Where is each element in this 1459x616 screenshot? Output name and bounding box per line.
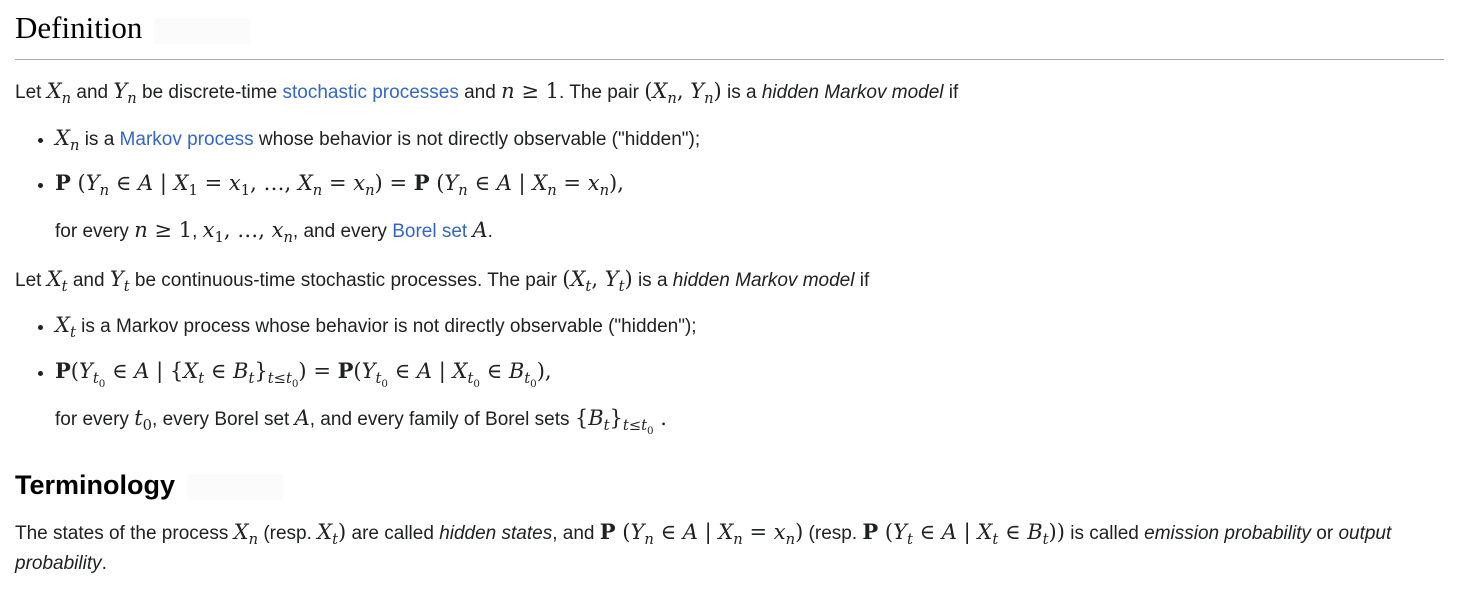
math-formula: A bbox=[294, 405, 310, 430]
list-item-text: $X_t$ is a Markov process whose behavior is not directly observable ("hidden"); bbox=[55, 313, 697, 342]
list-item-markov-hidden bbox=[55, 122, 1444, 155]
discrete-conditions-list bbox=[15, 122, 1444, 247]
math-formula: $P(Y_{t_0}$ ∈ A | {$X_t$ ∈ $B_t\}_{t\le t_0}) = P(Y_{t_0}$ ∈ A | $X_{t_0}$ ∈ $B_{t_0}$), bbox=[55, 357, 552, 390]
section-heading-terminology bbox=[15, 470, 1444, 501]
section-heading-terminology-text: Terminology bbox=[15, 470, 176, 501]
math-formula: P ($Y_t$ ∈ A | $X_t$ ∈ $B_t$)) bbox=[862, 519, 1065, 549]
continuous-conditions-list bbox=[15, 309, 1444, 437]
math-formula: ($X_t$, $Y_t$) bbox=[562, 266, 633, 295]
math-formula: $\{B_t\}_{t\le t_0}$ . bbox=[574, 405, 667, 437]
math-formula: $X_t$ bbox=[55, 313, 76, 342]
emphasized-term: hidden Markov model bbox=[672, 269, 855, 291]
wiki-link[interactable]: stochastic processes bbox=[282, 82, 459, 103]
paragraph-discrete-intro: Let $X_n$ and $Y_n$ be discrete-time stochastic processes and n ≥ 1. The pair ($X_n$, $Y_n$) is a hidden Markov model if bbox=[15, 79, 959, 108]
math-formula: $Y_t$ bbox=[109, 266, 130, 295]
math-formula: P ($Y_n$ ∈ A | $X_1 = x_1$, …, $X_n = x_n) = P$ ($Y_n$ ∈ A | $X_n = x_n$), bbox=[55, 170, 624, 200]
formula-continuous-condition-text: for every $t_0$, every Borel set A, and every family of Borel sets $\{B_t\}_{t\le t_0}$ . bbox=[55, 405, 667, 437]
math-formula: A bbox=[472, 217, 488, 242]
wiki-link[interactable]: Borel set bbox=[392, 220, 468, 242]
edit-link-placeholder bbox=[187, 474, 283, 500]
math-formula: $X_n$ bbox=[46, 79, 72, 108]
paragraph-terminology: The states of the process $X_n$ (resp. $X_t$) are called hidden states, and P ($Y_n$ ∈ A | $X_n = x_n$) (resp. P ($Y_t$ ∈ A | $X_t$ ∈ $B_t$)) is called emission probability or output probability. bbox=[15, 519, 1392, 574]
list-item-probability-condition bbox=[55, 163, 1444, 246]
math-formula: $Y_n$ bbox=[113, 79, 137, 108]
section-heading-definition bbox=[15, 8, 1444, 60]
math-formula: n ≥ 1 bbox=[134, 217, 193, 242]
edit-link-placeholder bbox=[154, 18, 250, 44]
emphasized-term: output probability bbox=[15, 523, 1392, 574]
list-item-probability-condition-continuous bbox=[55, 351, 1444, 437]
math-formula: $X_n$ bbox=[233, 520, 259, 549]
wiki-link[interactable]: Markov process bbox=[119, 128, 254, 150]
math-formula: $t_0$ bbox=[134, 405, 153, 434]
emphasized-term: hidden states bbox=[439, 523, 553, 545]
emphasized-term: hidden Markov model bbox=[761, 82, 944, 103]
math-formula: $x_1$, …, $x_n$ bbox=[202, 217, 293, 247]
list-item-markov-hidden-continuous bbox=[55, 309, 1444, 342]
section-heading-definition-text: Definition bbox=[15, 10, 143, 45]
emphasized-term: emission probability bbox=[1144, 523, 1311, 545]
formula-continuous bbox=[55, 351, 1444, 392]
math-formula: $X_t$) bbox=[317, 520, 347, 549]
math-formula: $X_n$ bbox=[55, 125, 80, 154]
math-formula: $X_t$ bbox=[46, 266, 68, 295]
formula-discrete bbox=[55, 163, 1444, 204]
list-item-text: $X_n$ is a Markov process whose behavior is not directly observable ("hidden"); bbox=[55, 125, 701, 154]
math-formula: n ≥ 1 bbox=[501, 79, 559, 103]
paragraph-continuous-intro: Let $X_t$ and $Y_t$ be continuous-time stochastic processes. The pair ($X_t$, $Y_t$) is a hidden Markov model if bbox=[15, 266, 870, 295]
math-formula: ($X_n$, $Y_n$) bbox=[644, 79, 722, 108]
math-formula: P ($Y_n$ ∈ A | $X_n = x_n$) bbox=[599, 519, 804, 549]
formula-discrete-condition-text: for every n ≥ 1, $x_1$, …, $x_n$, and every Borel set A. bbox=[55, 217, 493, 247]
